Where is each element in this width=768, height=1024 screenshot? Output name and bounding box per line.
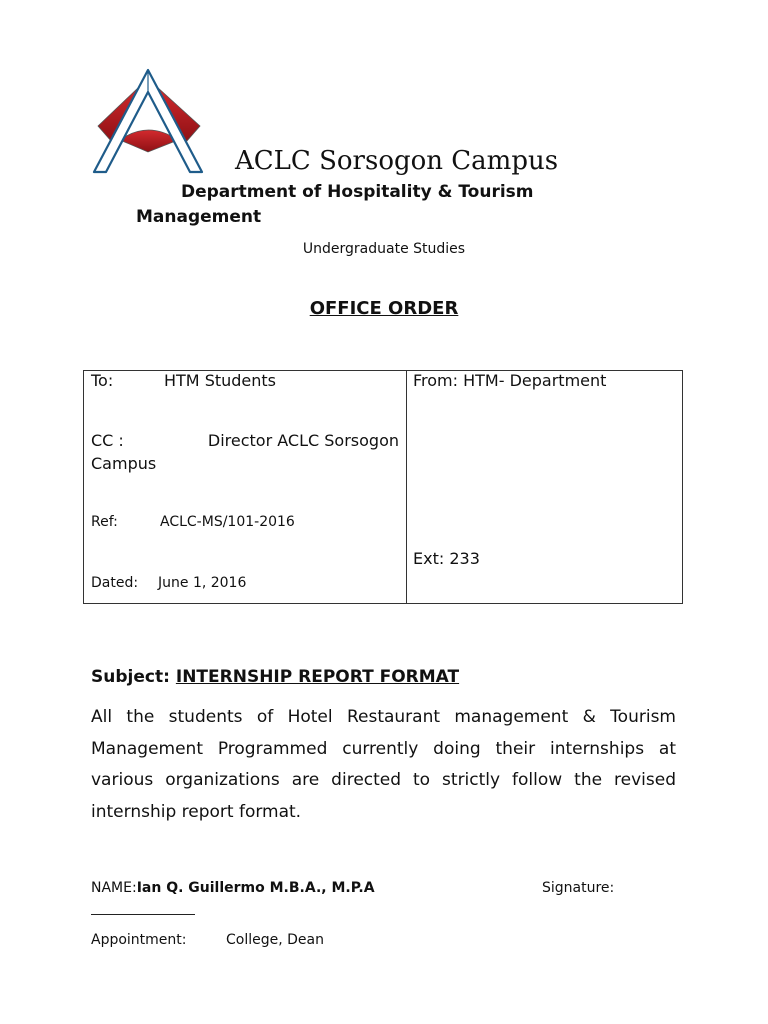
cc-value-line2: Campus [91,454,157,473]
from-field: From: HTM- Department [413,371,607,390]
order-info-table [83,370,683,604]
ref-label: Ref: [91,514,118,530]
to-label: To: [91,371,114,390]
order-body-text: All the students of Hotel Restaurant management & Tourism Management Programmed currently doing their internships at various organizations are directed to strictly follow the revised internship report format. [91,707,676,822]
signature-line [91,900,195,915]
dated-value: June 1, 2016 [158,575,247,591]
name-label: NAME: [91,880,137,896]
subject-value: INTERNSHIP REPORT FORMAT [175,667,460,687]
signature-label: Signature: [542,880,615,896]
appointment-line [91,932,324,948]
ref-value: ACLC-MS/101-2016 [160,514,295,530]
aclc-logo [90,68,208,178]
subject-label: Subject: [91,667,170,687]
to-value: HTM Students [164,371,277,390]
appointment-label: Appointment: [91,932,187,948]
campus-name: ACLC Sorsogon Campus [235,146,559,176]
department-name: Department of Hospitality & Tourism Management [136,182,534,227]
document-title: OFFICE ORDER [309,298,459,319]
table-column-divider [406,371,407,603]
cc-field [91,429,399,475]
name-value: Ian Q. Guillermo M.B.A., M.P.A [136,880,375,896]
name-line [91,880,375,896]
cc-value-line1: Director ACLC Sorsogon [207,431,399,450]
dated-label: Dated: [91,575,139,591]
subject-line [91,667,459,687]
ext-field: Ext: 233 [413,549,480,568]
appointment-value: College, Dean [226,932,324,948]
subheading: Undergraduate Studies [302,241,466,257]
cc-label: CC : [91,431,124,450]
